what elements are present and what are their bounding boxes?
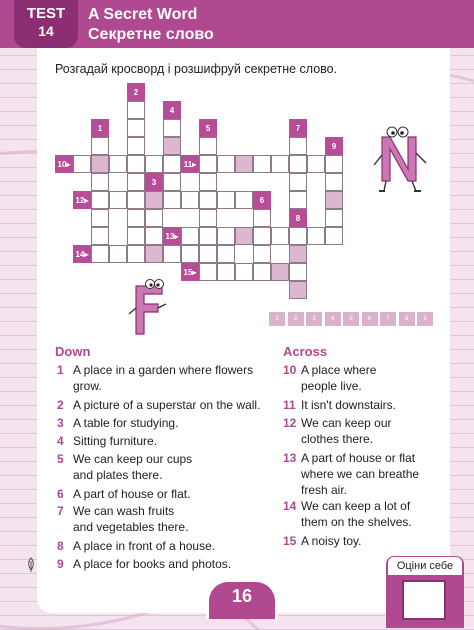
crossword-cell[interactable] [325, 209, 343, 227]
self-assessment-square[interactable] [402, 580, 446, 620]
clue-text: A part of house or flat. [73, 487, 191, 501]
secret-word-cell[interactable]: 2 [287, 311, 305, 327]
crossword-cell[interactable] [91, 209, 109, 227]
crossword-cell[interactable] [127, 155, 145, 173]
crossword-cell[interactable] [145, 245, 163, 263]
crossword-cell[interactable] [91, 245, 109, 263]
instruction: Розгадай кросворд і розшифруй секретне слово. [55, 62, 338, 76]
crossword-cell[interactable] [307, 155, 325, 173]
crossword-cell[interactable] [199, 173, 217, 191]
down-clue [57, 451, 197, 483]
clue-number: 11 [283, 398, 296, 412]
clue-number-box: 1 [91, 119, 109, 137]
crossword-cell[interactable] [91, 173, 109, 191]
down-clue [57, 486, 267, 502]
clue-number-box: 14▸ [73, 245, 91, 263]
crossword-cell[interactable] [289, 137, 307, 155]
crossword-cell[interactable] [181, 191, 199, 209]
crossword-cell[interactable] [181, 245, 199, 263]
crossword-cell[interactable] [199, 227, 217, 245]
crossword-cell[interactable] [127, 137, 145, 155]
crossword-cell[interactable] [127, 101, 145, 119]
across-clue [283, 533, 433, 549]
clue-number-box: 7 [289, 119, 307, 137]
crossword-cell[interactable] [217, 155, 235, 173]
clue-number-box: 10▸ [55, 155, 73, 173]
clue-number-box: 11▸ [181, 155, 199, 173]
crossword-cell[interactable] [163, 137, 181, 155]
crossword-cell[interactable] [127, 191, 145, 209]
crossword-cell[interactable] [127, 209, 145, 227]
clue-text: A picture of a superstar on the wall. [73, 398, 261, 412]
across-heading: Across [283, 344, 328, 359]
crossword-cell[interactable] [145, 209, 163, 227]
crossword-cell[interactable] [163, 155, 181, 173]
clue-number: 4 [57, 434, 64, 448]
crossword-cell[interactable] [271, 155, 289, 173]
crossword-cell[interactable] [109, 191, 127, 209]
secret-word-cell[interactable]: 3 [305, 311, 323, 327]
crossword-cell[interactable] [199, 137, 217, 155]
across-clue [283, 397, 433, 413]
clue-number: 3 [57, 416, 64, 430]
crossword-cell[interactable] [145, 227, 163, 245]
crossword-cell[interactable] [199, 245, 217, 263]
letter-n-character [372, 123, 428, 195]
clue-number-box: 12▸ [73, 191, 91, 209]
clue-number: 6 [57, 487, 64, 501]
title-ukrainian: Секретне слово [88, 26, 214, 43]
crossword-cell[interactable] [253, 227, 271, 245]
down-clue [57, 433, 267, 449]
test-label: TEST [26, 5, 66, 22]
crossword-cell[interactable] [217, 227, 235, 245]
crossword-cell[interactable] [73, 155, 91, 173]
page-number: 16 [231, 586, 253, 606]
clue-number-box: 3 [145, 173, 163, 191]
crossword-cell[interactable] [217, 245, 235, 263]
clue-number: 10 [283, 363, 297, 377]
clue-number: 5 [57, 452, 64, 466]
clue-number-box: 5 [199, 119, 217, 137]
crossword-cell[interactable] [109, 245, 127, 263]
secret-word-cell[interactable]: 1 [268, 311, 286, 327]
secret-word-cell[interactable]: 8 [398, 311, 416, 327]
test-number: 14 [38, 23, 54, 39]
crossword-cell[interactable] [91, 155, 109, 173]
crossword-cell[interactable] [217, 191, 235, 209]
clue-number: 12 [283, 416, 297, 430]
clue-text: We can keep our clothes there. [301, 416, 392, 446]
crossword-cell[interactable] [271, 227, 289, 245]
crossword-cell[interactable] [127, 173, 145, 191]
clue-number: 14 [283, 499, 297, 513]
clue-number-box: 2 [127, 83, 145, 101]
down-clue [57, 503, 197, 535]
crossword-cell[interactable] [289, 263, 307, 281]
crossword-cell[interactable] [235, 263, 253, 281]
crossword-cell[interactable] [91, 227, 109, 245]
crossword-cell[interactable] [145, 191, 163, 209]
across-clue [283, 498, 433, 530]
crossword-cell[interactable] [127, 227, 145, 245]
crossword-cell[interactable] [289, 227, 307, 245]
clue-text: A place in a garden where flowers grow. [73, 363, 254, 393]
crossword-cell[interactable] [289, 245, 307, 263]
across-clue [283, 415, 403, 447]
crossword-cell[interactable] [235, 191, 253, 209]
clue-text: A noisy toy. [301, 534, 362, 548]
crossword-cell[interactable] [325, 191, 343, 209]
crossword-cell[interactable] [91, 191, 109, 209]
down-heading: Down [55, 344, 91, 359]
crossword-cell[interactable] [289, 173, 307, 191]
clue-text: We can wash fruits and vegetables there. [73, 504, 189, 534]
clue-number: 1 [57, 363, 64, 377]
crossword-cell[interactable] [181, 227, 199, 245]
secret-word-cell[interactable]: 4 [324, 311, 342, 327]
clue-number-box: 13▸ [163, 227, 181, 245]
clue-number: 13 [283, 451, 297, 465]
crossword-cell[interactable] [127, 119, 145, 137]
clue-number: 15 [283, 534, 297, 548]
crossword-cell[interactable] [253, 209, 271, 227]
crossword-cell[interactable] [289, 281, 307, 299]
clue-text: It isn't downstairs. [301, 398, 396, 412]
crossword-cell[interactable] [199, 155, 217, 173]
clue-text: A part of house or flat where we can breathe fresh air. [301, 451, 420, 497]
clue-number-box: 8 [289, 209, 307, 227]
clue-text: A place for books and photos. [73, 557, 232, 571]
crossword-cell[interactable] [253, 245, 271, 263]
down-clue [57, 415, 267, 431]
clue-number-box: 4 [163, 101, 181, 119]
across-clue [283, 362, 395, 394]
crossword-cell[interactable] [253, 263, 271, 281]
letter-f-character [128, 278, 172, 340]
title-english: A Secret Word [88, 6, 198, 23]
crossword-cell[interactable] [199, 191, 217, 209]
self-assessment-label: Оціни себе [388, 557, 462, 575]
crossword-cell[interactable] [325, 155, 343, 173]
crossword-cell[interactable] [289, 191, 307, 209]
down-clue [57, 362, 257, 394]
clue-text: A table for studying. [73, 416, 179, 430]
clue-number-box: 9 [325, 137, 343, 155]
crossword-cell[interactable] [163, 245, 181, 263]
clue-number-box: 6 [253, 191, 271, 209]
down-clue [57, 538, 267, 554]
crossword-cell[interactable] [217, 263, 235, 281]
secret-word-cell[interactable]: 7 [379, 311, 397, 327]
clue-number: 9 [57, 557, 64, 571]
crossword-cell[interactable] [271, 263, 289, 281]
secret-word-cell[interactable]: 5 [342, 311, 360, 327]
crossword-cell[interactable] [163, 191, 181, 209]
secret-word-cell[interactable]: 6 [361, 311, 379, 327]
crossword-cell[interactable] [163, 173, 181, 191]
secret-word-cell[interactable]: 9 [416, 311, 434, 327]
down-clue [57, 556, 267, 572]
clue-number: 8 [57, 539, 64, 553]
crossword-cell[interactable] [109, 155, 127, 173]
crossword-cell[interactable] [325, 227, 343, 245]
crossword-cell[interactable] [199, 263, 217, 281]
crossword-cell[interactable] [91, 137, 109, 155]
crossword-cell[interactable] [127, 245, 145, 263]
crossword-cell[interactable] [307, 227, 325, 245]
crossword-cell[interactable] [325, 173, 343, 191]
crossword-cell[interactable] [199, 209, 217, 227]
crossword-cell[interactable] [145, 155, 163, 173]
clue-text: A place in front of a house. [73, 539, 216, 553]
clue-text: Sitting furniture. [73, 434, 158, 448]
clue-text: We can keep a lot of them on the shelves. [301, 499, 412, 529]
clue-number-box: 15▸ [181, 263, 199, 281]
clue-number: 7 [57, 504, 64, 518]
feather-icon [26, 557, 36, 573]
clue-text: A place where people live. [301, 363, 377, 393]
across-clue [283, 450, 448, 498]
clue-number: 2 [57, 398, 64, 412]
crossword-cell[interactable] [253, 155, 271, 173]
crossword-cell[interactable] [163, 119, 181, 137]
crossword-cell[interactable] [289, 155, 307, 173]
crossword-cell[interactable] [235, 155, 253, 173]
down-clue [57, 397, 267, 413]
crossword-cell[interactable] [235, 227, 253, 245]
clue-text: We can keep our cups and plates there. [73, 452, 193, 482]
